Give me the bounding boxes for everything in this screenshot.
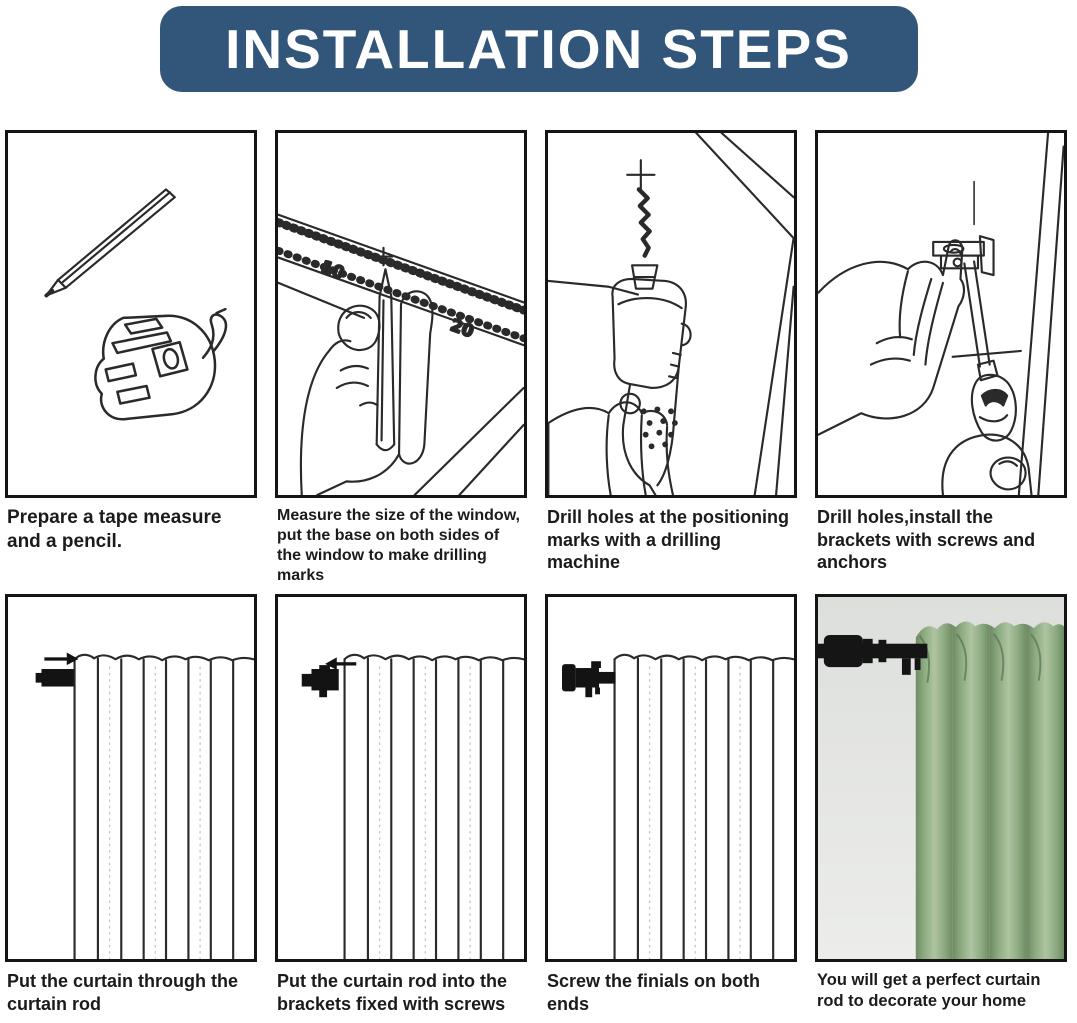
step-panel-6	[275, 594, 527, 962]
step-panel-7	[545, 594, 797, 962]
step-panel-2	[275, 130, 527, 498]
ceiling-lines	[548, 281, 638, 295]
arrow-right-icon	[44, 652, 78, 665]
window-frame-lines	[953, 133, 1064, 495]
step-caption-2: Measure the size of the window, put the base on both sides of the window to make drilling marks	[277, 507, 520, 584]
step-cell-7	[545, 594, 797, 1015]
bracket-icon	[933, 236, 993, 275]
step-panel-3	[545, 130, 797, 498]
step-cell-5	[5, 594, 257, 1015]
step-panel-1	[5, 130, 257, 498]
pencil-icon	[46, 189, 174, 295]
tape-measure-icon	[95, 309, 226, 419]
rod-end-icon	[36, 669, 74, 687]
ruler-number-20: 20	[448, 315, 477, 342]
step-caption-7: Screw the finials on both ends	[547, 971, 761, 1014]
drill-icon	[612, 265, 690, 495]
step-caption-1: Prepare a tape measure and a pencil.	[7, 507, 222, 552]
curtain-top-edge	[75, 655, 254, 660]
bracket-piece-icon	[302, 665, 339, 697]
cross-mark-icon	[627, 160, 654, 189]
drill-bit-icon	[639, 189, 650, 255]
step-caption-8: You will get a perfect curtain rod to decorate your home	[817, 971, 1041, 1010]
step-caption-5: Put the curtain through the curtain rod	[7, 971, 238, 1014]
screw-finials-illustration	[548, 597, 794, 959]
hand-icon	[301, 291, 433, 495]
tape-measure-and-pencil-illustration	[8, 133, 254, 495]
hand-icon	[818, 240, 964, 434]
curtain-top-edge	[345, 655, 524, 660]
fist-icon	[942, 435, 1031, 495]
step-panel-8	[815, 594, 1067, 962]
install-bracket-illustration	[818, 133, 1064, 495]
curtain-through-rod-illustration	[8, 597, 254, 959]
curtain-pleat-lines	[75, 658, 234, 959]
installation-steps-infographic	[0, 6, 1077, 1023]
finished-green-curtain-photo	[818, 597, 1064, 959]
step-caption-6: Put the curtain rod into the brackets fixed with screws	[277, 971, 507, 1014]
ruler-number-10: 10	[318, 257, 347, 283]
step-panel-5	[5, 594, 257, 962]
step-caption-4: Drill holes,install the brackets with screws and anchors	[817, 507, 1036, 572]
curtain-top-edge	[615, 655, 794, 660]
step-cell-4	[815, 130, 1067, 586]
rod-into-bracket-illustration	[278, 597, 524, 959]
finial-and-rod-icon	[562, 661, 616, 697]
step-cell-3	[545, 130, 797, 586]
hand-icon	[548, 394, 673, 495]
green-curtain	[916, 616, 1064, 959]
page-title: INSTALLATION STEPS	[225, 18, 852, 80]
step-cell-8	[815, 594, 1067, 1015]
step-caption-3: Drill holes at the positioning marks with a drilling machine	[547, 507, 790, 572]
step-panel-4	[815, 130, 1067, 498]
curtain-pleat-lines	[615, 658, 774, 959]
steps-row-2	[0, 594, 1077, 1015]
window-frame-lines	[696, 133, 793, 495]
steps-row-1	[0, 130, 1077, 586]
measure-window-illustration	[278, 133, 524, 495]
curtain-pleat-lines	[345, 658, 504, 959]
header-banner	[160, 6, 918, 92]
step-cell-6	[275, 594, 527, 1015]
table-corner-lines	[415, 388, 524, 495]
step-cell-2	[275, 130, 527, 586]
step-cell-1	[5, 130, 257, 586]
drilling-machine-illustration	[548, 133, 794, 495]
